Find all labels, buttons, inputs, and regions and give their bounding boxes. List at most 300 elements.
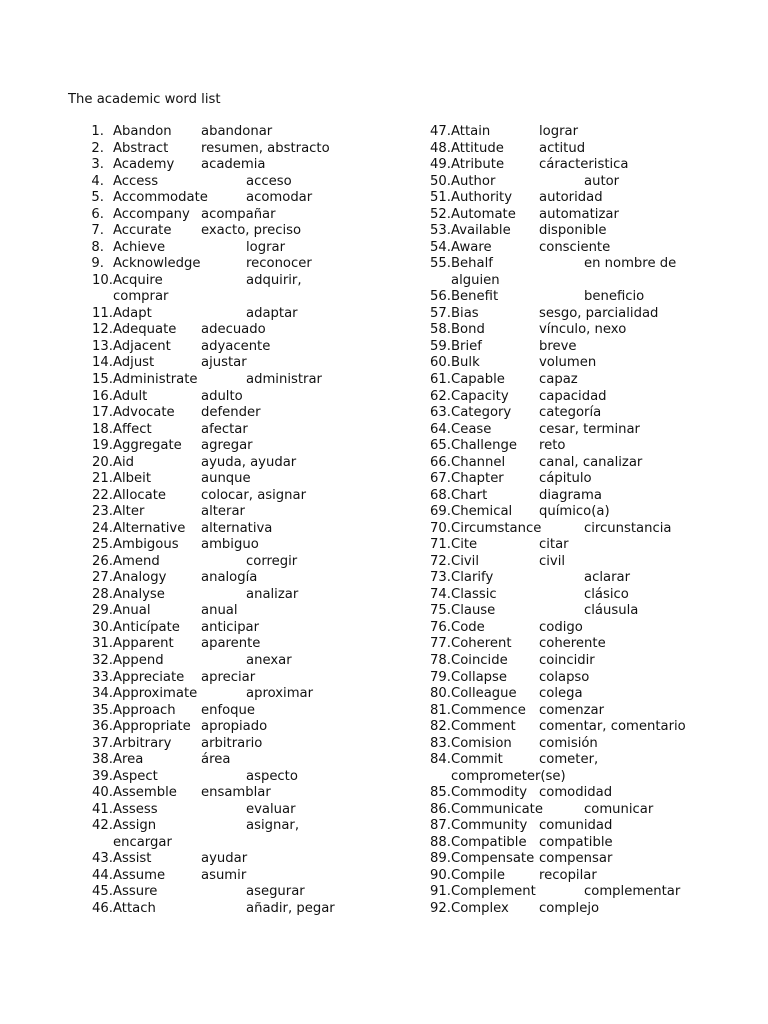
word-entry: [68, 174, 368, 191]
english-word: Clause: [451, 603, 496, 619]
entry-number: 3.: [91, 157, 104, 173]
spanish-translation: acompañar: [201, 206, 276, 222]
spanish-translation: colocar, asignar: [201, 487, 307, 503]
entry-number: 80.: [430, 686, 451, 702]
word-entry: [408, 884, 708, 901]
english-word: Acknowledge: [113, 256, 201, 272]
word-entry: [68, 405, 368, 422]
english-word: Bond: [451, 322, 485, 338]
english-word: Aid: [113, 454, 135, 470]
entry-number: 34.: [92, 686, 113, 702]
english-word: Bulk: [451, 355, 480, 371]
word-entry: [68, 537, 368, 554]
spanish-translation: acceso: [246, 173, 292, 189]
english-word: Attitude: [451, 140, 504, 156]
entry-number: 43.: [92, 851, 113, 867]
spanish-translation: asumir: [201, 867, 247, 883]
entry-number: 81.: [430, 702, 451, 718]
word-entry: [68, 438, 368, 455]
word-entry: [68, 818, 368, 851]
entry-number: 46.: [92, 901, 113, 916]
word-entry: [68, 719, 368, 736]
word-entry: [68, 603, 368, 620]
spanish-translation: automatizar: [539, 206, 619, 222]
entry-number: 7.: [91, 223, 104, 239]
word-entry: [408, 455, 708, 472]
word-entry: [68, 273, 368, 306]
word-entry: [68, 851, 368, 868]
entry-number: 49.: [430, 157, 451, 173]
word-entry: [408, 355, 708, 372]
spanish-translation: cláusula: [584, 603, 639, 619]
english-word: Append: [113, 653, 164, 669]
english-word: Authority: [451, 190, 513, 206]
entry-number: 88.: [430, 834, 451, 850]
entry-number: 44.: [92, 867, 113, 883]
entry-number: 1.: [91, 124, 104, 139]
spanish-translation: administrar: [246, 371, 322, 387]
spanish-translation: ajustar: [201, 355, 247, 371]
word-entry: [408, 256, 708, 289]
spanish-translation: autoridad: [539, 190, 603, 206]
english-word: Compensate: [451, 851, 535, 867]
spanish-translation: aproximar: [246, 686, 314, 702]
spanish-translation: capaz: [539, 371, 578, 387]
entry-number: 4.: [91, 173, 104, 189]
spanish-translation: aspecto: [246, 768, 298, 784]
spanish-translation: área: [201, 752, 231, 768]
entry-number: 22.: [92, 487, 113, 503]
entry-number: 5.: [91, 190, 104, 206]
english-word: Appropriate: [113, 719, 191, 735]
spanish-translation: breve: [539, 338, 577, 354]
spanish-translation: citar: [539, 537, 569, 553]
word-entry: [68, 190, 368, 207]
spanish-translation: beneficio: [584, 289, 645, 305]
word-list-right-column: [408, 124, 708, 918]
word-entry: [408, 603, 708, 620]
translation-continuation: comprar: [113, 289, 169, 305]
word-entry: [68, 141, 368, 158]
entry-number: 40.: [92, 785, 113, 801]
english-word: Commodity: [451, 785, 528, 801]
spanish-translation: civil: [539, 553, 566, 569]
english-word: Analyse: [113, 586, 165, 602]
entry-number: 51.: [430, 190, 451, 206]
word-entry: [68, 686, 368, 703]
word-entry: [408, 141, 708, 158]
spanish-translation: evaluar: [246, 801, 296, 817]
spanish-translation: adecuado: [201, 322, 266, 338]
word-entry: [68, 901, 368, 918]
word-entry: [68, 355, 368, 372]
entry-number: 75.: [430, 603, 451, 619]
entry-number: 71.: [430, 537, 451, 553]
entry-number: 2.: [91, 140, 104, 156]
english-word: Coherent: [451, 636, 512, 652]
spanish-translation: ayudar: [201, 851, 248, 867]
word-entry: [68, 504, 368, 521]
entry-number: 16.: [92, 388, 113, 404]
word-entry: [68, 223, 368, 240]
spanish-translation: alterar: [201, 504, 245, 520]
word-entry: [68, 653, 368, 670]
entry-number: 12.: [92, 322, 113, 338]
english-word: Bias: [451, 305, 479, 321]
entry-number: 54.: [430, 239, 451, 255]
spanish-translation: clásico: [584, 586, 629, 602]
spanish-translation: cápitulo: [539, 471, 592, 487]
english-word: Collapse: [451, 669, 508, 685]
spanish-translation: disponible: [539, 223, 607, 239]
spanish-translation: resumen, abstracto: [201, 140, 330, 156]
english-word: Circumstance: [451, 520, 542, 536]
spanish-translation: defender: [201, 405, 261, 421]
entry-number: 62.: [430, 388, 451, 404]
entry-number: 48.: [430, 140, 451, 156]
english-word: Classic: [451, 586, 497, 602]
english-word: Communicate: [451, 801, 543, 817]
word-entry: [408, 570, 708, 587]
entry-number: 67.: [430, 471, 451, 487]
english-word: Adult: [113, 388, 148, 404]
spanish-translation: capacidad: [539, 388, 607, 404]
english-word: Anual: [113, 603, 151, 619]
entry-number: 24.: [92, 520, 113, 536]
entry-number: 70.: [430, 520, 451, 536]
word-entry: [408, 207, 708, 224]
english-word: Cease: [451, 421, 492, 437]
english-word: Albeit: [113, 471, 152, 487]
word-entry: [68, 554, 368, 571]
page-title: The academic word list: [68, 92, 221, 107]
spanish-translation: circunstancia: [584, 520, 672, 536]
word-entry: [68, 306, 368, 323]
english-word: Chapter: [451, 471, 504, 487]
english-word: Acquire: [113, 272, 163, 288]
word-entry: [408, 190, 708, 207]
entry-number: 57.: [430, 305, 451, 321]
entry-number: 42.: [92, 818, 113, 834]
entry-number: 66.: [430, 454, 451, 470]
english-word: Cite: [451, 537, 478, 553]
spanish-translation: cometer,: [539, 752, 599, 768]
entry-number: 85.: [430, 785, 451, 801]
entry-number: 14.: [92, 355, 113, 371]
english-word: Category: [451, 405, 512, 421]
spanish-translation: asignar,: [246, 818, 300, 834]
spanish-translation: categoría: [539, 405, 602, 421]
word-entry: [408, 306, 708, 323]
entry-number: 61.: [430, 371, 451, 387]
word-entry: [408, 521, 708, 538]
english-word: Area: [113, 752, 144, 768]
word-entry: [408, 802, 708, 819]
word-entry: [408, 471, 708, 488]
word-list-left-column: [68, 124, 368, 918]
english-word: Aspect: [113, 768, 158, 784]
spanish-translation: comentar, comentario: [539, 719, 686, 735]
spanish-translation: comunicar: [584, 801, 654, 817]
english-word: Capable: [451, 371, 505, 387]
spanish-translation: comunidad: [539, 818, 613, 834]
entry-number: 25.: [92, 537, 113, 553]
word-entry: [408, 736, 708, 753]
spanish-translation: corregir: [246, 553, 298, 569]
english-word: Adapt: [113, 305, 152, 321]
word-entry: [68, 422, 368, 439]
spanish-translation: lograr: [539, 124, 579, 139]
entry-number: 69.: [430, 504, 451, 520]
entry-number: 91.: [430, 884, 451, 900]
entry-number: 74.: [430, 586, 451, 602]
spanish-translation: comodidad: [539, 785, 613, 801]
spanish-translation: complementar: [584, 884, 681, 900]
entry-number: 79.: [430, 669, 451, 685]
word-entry: [408, 636, 708, 653]
spanish-translation: enfoque: [201, 702, 256, 718]
word-entry: [408, 372, 708, 389]
spanish-translation: abandonar: [201, 124, 273, 139]
word-entry: [68, 620, 368, 637]
word-entry: [68, 471, 368, 488]
entry-number: 50.: [430, 173, 451, 189]
english-word: Commit: [451, 752, 503, 768]
entry-number: 35.: [92, 702, 113, 718]
word-entry: [408, 438, 708, 455]
english-word: Complex: [451, 901, 509, 916]
entry-number: 63.: [430, 405, 451, 421]
entry-number: 21.: [92, 471, 113, 487]
english-word: Assist: [113, 851, 152, 867]
spanish-translation: codigo: [539, 619, 583, 635]
spanish-translation: adyacente: [201, 338, 271, 354]
english-word: Available: [451, 223, 511, 239]
english-word: Brief: [451, 338, 482, 354]
entry-number: 23.: [92, 504, 113, 520]
spanish-translation: aunque: [201, 471, 251, 487]
entry-number: 28.: [92, 586, 113, 602]
english-word: Civil: [451, 553, 480, 569]
entry-number: 87.: [430, 818, 451, 834]
word-entry: [68, 455, 368, 472]
word-entry: [408, 124, 708, 141]
spanish-translation: apropiado: [201, 719, 268, 735]
english-word: Commence: [451, 702, 526, 718]
spanish-translation: en nombre de: [584, 256, 677, 272]
entry-number: 26.: [92, 553, 113, 569]
word-entry: [68, 587, 368, 604]
entry-number: 38.: [92, 752, 113, 768]
entry-number: 10.: [92, 272, 113, 288]
entry-number: 41.: [92, 801, 113, 817]
word-entry: [68, 736, 368, 753]
english-word: Compile: [451, 867, 505, 883]
spanish-translation: afectar: [201, 421, 248, 437]
english-word: Automate: [451, 206, 516, 222]
word-entry: [408, 174, 708, 191]
english-word: Adjacent: [113, 338, 171, 354]
word-entry: [68, 124, 368, 141]
word-entry: [68, 703, 368, 720]
spanish-translation: acomodar: [246, 190, 313, 206]
spanish-translation: alternativa: [201, 520, 273, 536]
spanish-translation: comisión: [539, 735, 598, 751]
spanish-translation: complejo: [539, 901, 600, 916]
entry-number: 92.: [430, 901, 451, 916]
spanish-translation: reconocer: [246, 256, 312, 272]
entry-number: 53.: [430, 223, 451, 239]
english-word: Arbitrary: [113, 735, 172, 751]
translation-continuation: comprometer(se): [451, 768, 566, 784]
word-entry: [68, 322, 368, 339]
word-entry: [408, 488, 708, 505]
english-word: Channel: [451, 454, 506, 470]
word-entry: [408, 719, 708, 736]
entry-number: 30.: [92, 619, 113, 635]
english-word: Affect: [113, 421, 152, 437]
spanish-translation: anual: [201, 603, 238, 619]
english-word: Compatible: [451, 834, 527, 850]
spanish-translation: apreciar: [201, 669, 256, 685]
english-word: Code: [451, 619, 485, 635]
english-word: Assign: [113, 818, 157, 834]
entry-number: 84.: [430, 752, 451, 768]
spanish-translation: comenzar: [539, 702, 605, 718]
spanish-translation: adquirir,: [246, 272, 302, 288]
spanish-translation: cáracteristica: [539, 157, 629, 173]
english-word: Comision: [451, 735, 512, 751]
english-word: Amend: [113, 553, 160, 569]
word-entry: [408, 703, 708, 720]
entry-number: 60.: [430, 355, 451, 371]
english-word: Adequate: [113, 322, 177, 338]
word-entry: [408, 240, 708, 257]
english-word: Anticípate: [113, 619, 180, 635]
word-entry: [408, 620, 708, 637]
word-entry: [68, 868, 368, 885]
entry-number: 33.: [92, 669, 113, 685]
spanish-translation: agregar: [201, 438, 253, 454]
english-word: Benefit: [451, 289, 499, 305]
english-word: Comment: [451, 719, 516, 735]
english-word: Alternative: [113, 520, 186, 536]
english-word: Assemble: [113, 785, 177, 801]
entry-number: 19.: [92, 438, 113, 454]
entry-number: 90.: [430, 867, 451, 883]
word-entry: [408, 686, 708, 703]
spanish-translation: químico(a): [539, 504, 610, 520]
english-word: Behalf: [451, 256, 493, 272]
word-entry: [408, 422, 708, 439]
word-entry: [408, 901, 708, 918]
spanish-translation: añadir, pegar: [246, 901, 335, 916]
english-word: Accommodate: [113, 190, 208, 206]
english-word: Attach: [113, 901, 156, 916]
english-word: Academy: [113, 157, 175, 173]
word-entry: [408, 851, 708, 868]
english-word: Ambigous: [113, 537, 179, 553]
word-entry: [408, 752, 708, 785]
word-entry: [408, 785, 708, 802]
spanish-translation: compensar: [539, 851, 613, 867]
word-entry: [408, 322, 708, 339]
english-word: Clarify: [451, 570, 494, 586]
spanish-translation: aparente: [201, 636, 261, 652]
entry-number: 77.: [430, 636, 451, 652]
spanish-translation: adulto: [201, 388, 243, 404]
word-entry: [68, 752, 368, 769]
entry-number: 78.: [430, 653, 451, 669]
spanish-translation: adaptar: [246, 305, 298, 321]
english-word: Chart: [451, 487, 488, 503]
entry-number: 39.: [92, 768, 113, 784]
spanish-translation: arbitrario: [201, 735, 263, 751]
english-word: Challenge: [451, 438, 517, 454]
entry-number: 18.: [92, 421, 113, 437]
entry-number: 29.: [92, 603, 113, 619]
english-word: Assume: [113, 867, 166, 883]
word-entry: [408, 653, 708, 670]
english-word: Author: [451, 173, 496, 189]
english-word: Administrate: [113, 371, 198, 387]
entry-number: 82.: [430, 719, 451, 735]
entry-number: 9.: [91, 256, 104, 272]
spanish-translation: cesar, terminar: [539, 421, 640, 437]
english-word: Accompany: [113, 206, 190, 222]
word-entry: [408, 504, 708, 521]
word-entry: [68, 521, 368, 538]
word-entry: [68, 339, 368, 356]
word-entry: [68, 372, 368, 389]
entry-number: 59.: [430, 338, 451, 354]
entry-number: 17.: [92, 405, 113, 421]
spanish-translation: recopilar: [539, 867, 597, 883]
english-word: Accurate: [113, 223, 172, 239]
word-entry: [68, 802, 368, 819]
spanish-translation: anticipar: [201, 619, 260, 635]
entry-number: 68.: [430, 487, 451, 503]
word-entry: [68, 769, 368, 786]
english-word: Approach: [113, 702, 176, 718]
english-word: Coincide: [451, 653, 508, 669]
spanish-translation: coincidir: [539, 653, 595, 669]
word-entry: [68, 389, 368, 406]
entry-number: 27.: [92, 570, 113, 586]
word-entry: [68, 884, 368, 901]
entry-number: 86.: [430, 801, 451, 817]
entry-number: 83.: [430, 735, 451, 751]
spanish-translation: ensamblar: [201, 785, 271, 801]
english-word: Assure: [113, 884, 158, 900]
entry-number: 73.: [430, 570, 451, 586]
spanish-translation: lograr: [246, 239, 286, 255]
spanish-translation: autor: [584, 173, 620, 189]
word-entry: [408, 157, 708, 174]
entry-number: 76.: [430, 619, 451, 635]
word-entry: [408, 405, 708, 422]
english-word: Allocate: [113, 487, 167, 503]
spanish-translation: volumen: [539, 355, 597, 371]
entry-number: 65.: [430, 438, 451, 454]
spanish-translation: compatible: [539, 834, 613, 850]
spanish-translation: actitud: [539, 140, 586, 156]
english-word: Advocate: [113, 405, 175, 421]
spanish-translation: asegurar: [246, 884, 305, 900]
entry-number: 52.: [430, 206, 451, 222]
entry-number: 36.: [92, 719, 113, 735]
spanish-translation: canal, canalizar: [539, 454, 643, 470]
